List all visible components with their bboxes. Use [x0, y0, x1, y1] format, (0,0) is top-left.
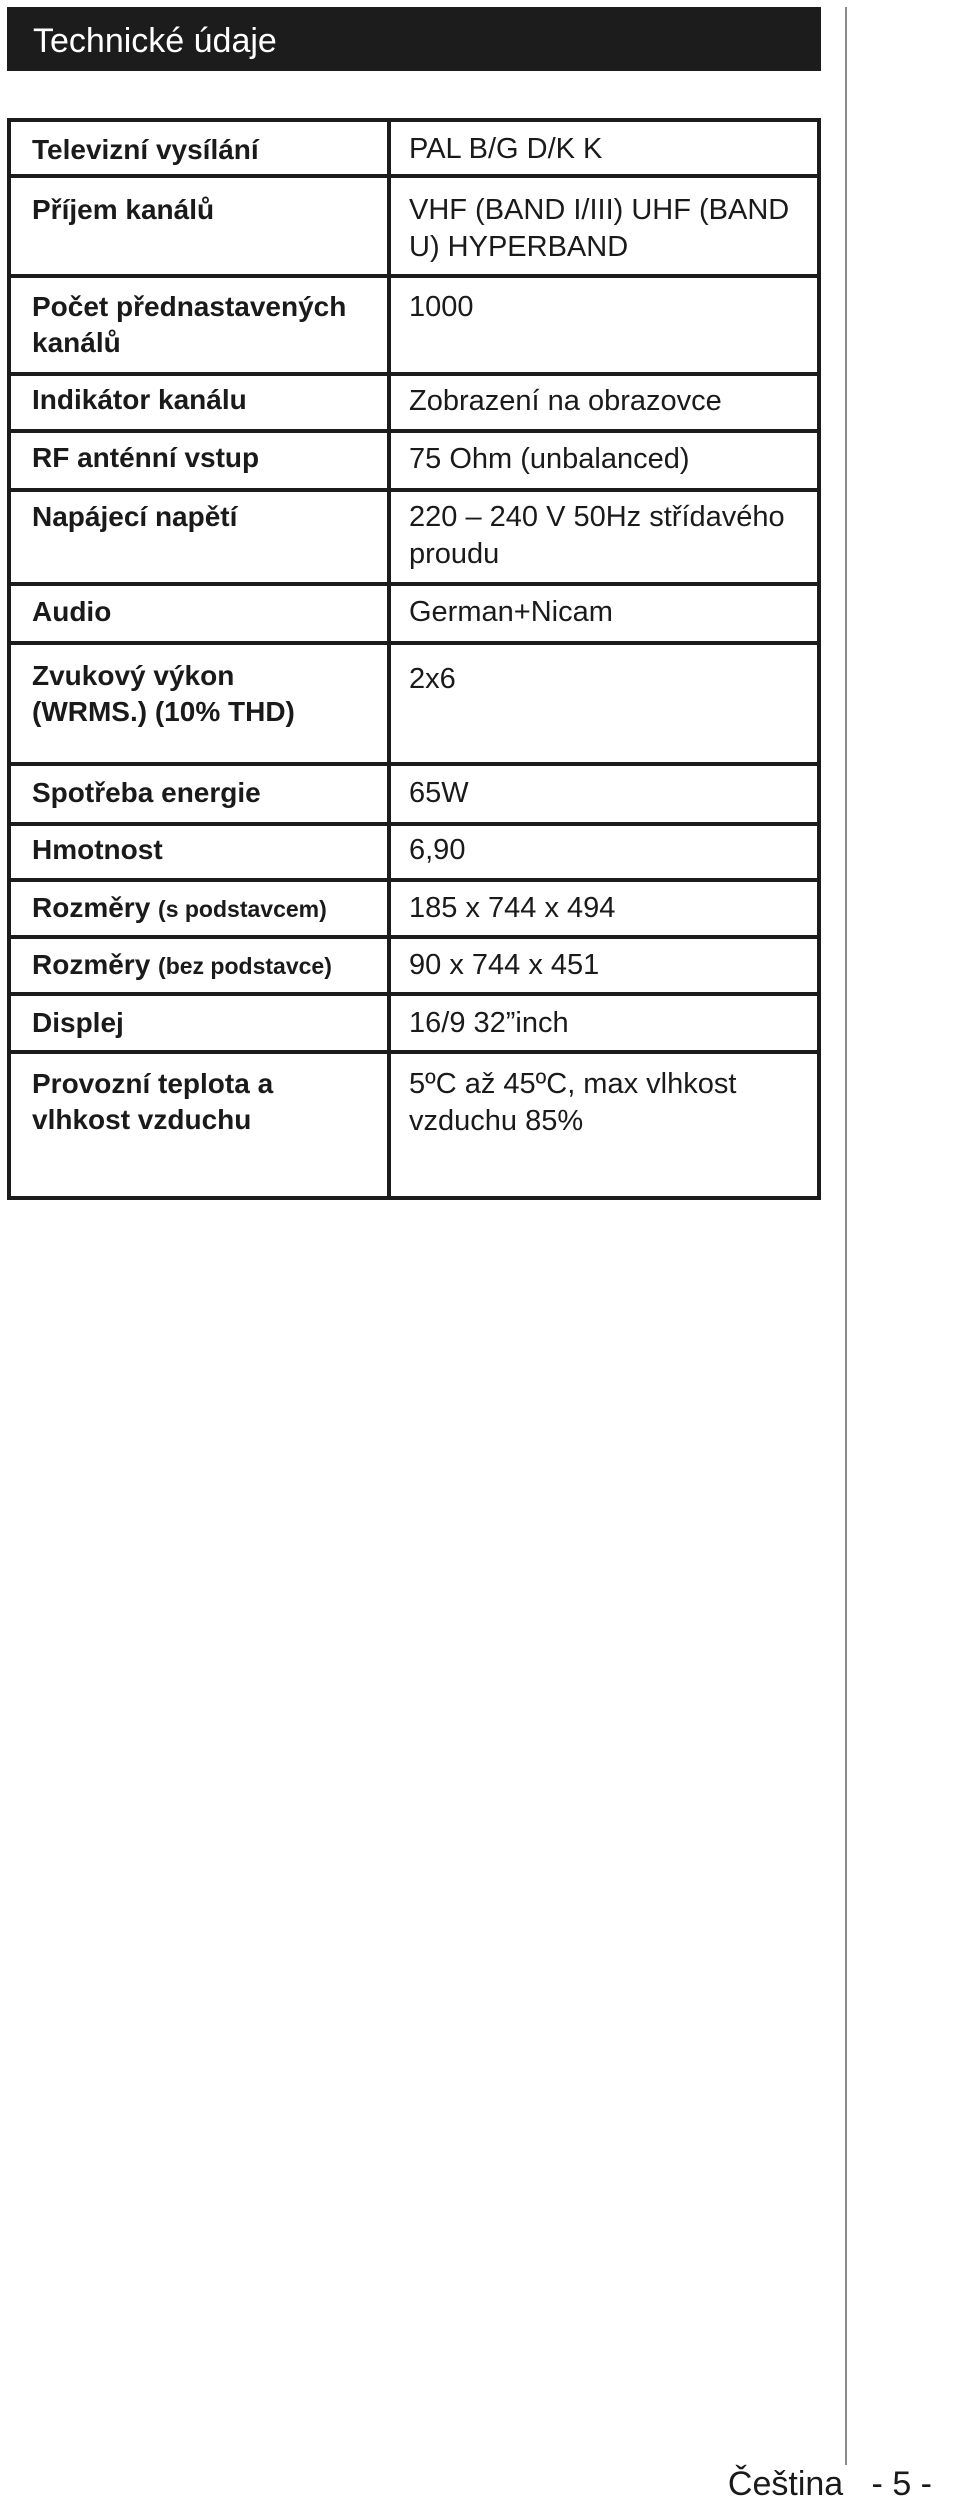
spec-label-audio: Audio [32, 596, 112, 627]
row-divider [11, 1050, 817, 1054]
section-title: Technické údaje [33, 22, 277, 60]
spec-value-operating-conditions: 5ºC až 45ºC, max vlhkost vzduchu 85% [409, 1068, 737, 1137]
spec-value-channel-indicator: Zobrazení na obrazovce [409, 385, 722, 417]
spec-label-preset-channels: Počet přednastavených kanálů [32, 291, 347, 358]
page-margin-rule [845, 7, 847, 2465]
spec-value-display: 16/9 32”inch [409, 1007, 569, 1039]
row-divider [11, 822, 817, 826]
row-divider [11, 762, 817, 766]
spec-label-dimensions-note: (bez podstavce) [158, 953, 332, 979]
row-divider [11, 174, 817, 178]
row-divider [11, 878, 817, 882]
page-footer [728, 2464, 932, 2504]
spec-value-tv-broadcast: PAL B/G D/K K [409, 133, 603, 165]
spec-label-rf-input: RF anténní vstup [32, 442, 260, 473]
spec-value-audio-output: 2x6 [409, 663, 456, 695]
spec-value-preset-channels: 1000 [409, 291, 474, 323]
row-divider [11, 935, 817, 939]
row-divider [11, 274, 817, 278]
spec-value-rf-input: 75 Ohm (unbalanced) [409, 443, 690, 475]
column-divider [387, 122, 391, 1196]
footer-language: Čeština [727, 2465, 844, 2503]
spec-value-power-consumption: 65W [409, 777, 469, 809]
row-divider [11, 372, 817, 376]
row-divider [11, 641, 817, 645]
spec-value-audio: German+Nicam [409, 596, 613, 628]
spec-label-dimensions-text: Rozměry [32, 949, 151, 980]
spec-label-dimensions-text: Rozměry [32, 892, 151, 923]
row-divider [11, 992, 817, 996]
spec-value-channel-reception: VHF (BAND I/III) UHF (BAND U) HYPERBAND [409, 194, 790, 263]
row-divider [11, 429, 817, 433]
spec-label-audio-output: Zvukový výkon (WRMS.) (10% THD) [32, 660, 295, 727]
footer-page-number: - 5 - [871, 2465, 932, 2503]
row-divider [11, 582, 817, 586]
spec-value-dimensions-without-stand: 90 x 744 x 451 [409, 949, 600, 981]
spec-label-power-consumption: Spotřeba energie [32, 777, 261, 808]
spec-label-weight: Hmotnost [32, 834, 163, 865]
spec-value-supply-voltage: 220 – 240 V 50Hz střídavého proudu [409, 501, 785, 570]
spec-label-dimensions-note: (s podstavcem) [158, 896, 327, 922]
spec-label-display: Displej [32, 1007, 124, 1038]
spec-value-weight: 6,90 [409, 834, 466, 866]
row-divider [11, 488, 817, 492]
spec-label-channel-indicator: Indikátor kanálu [32, 384, 247, 415]
spec-label-supply-voltage: Napájecí napětí [32, 501, 238, 532]
spec-value-dimensions-with-stand: 185 x 744 x 494 [409, 892, 616, 924]
spec-label-dimensions-without-stand [32, 947, 382, 984]
spec-label-channel-reception: Příjem kanálů [32, 194, 215, 225]
spec-label-dimensions-with-stand [32, 890, 382, 927]
spec-label-operating-conditions: Provozní teplota a vlhkost vzduchu [32, 1068, 274, 1135]
section-header-bar [7, 7, 821, 71]
spec-label-tv-broadcast: Televizní vysílání [32, 134, 259, 165]
specifications-table [7, 118, 821, 1200]
